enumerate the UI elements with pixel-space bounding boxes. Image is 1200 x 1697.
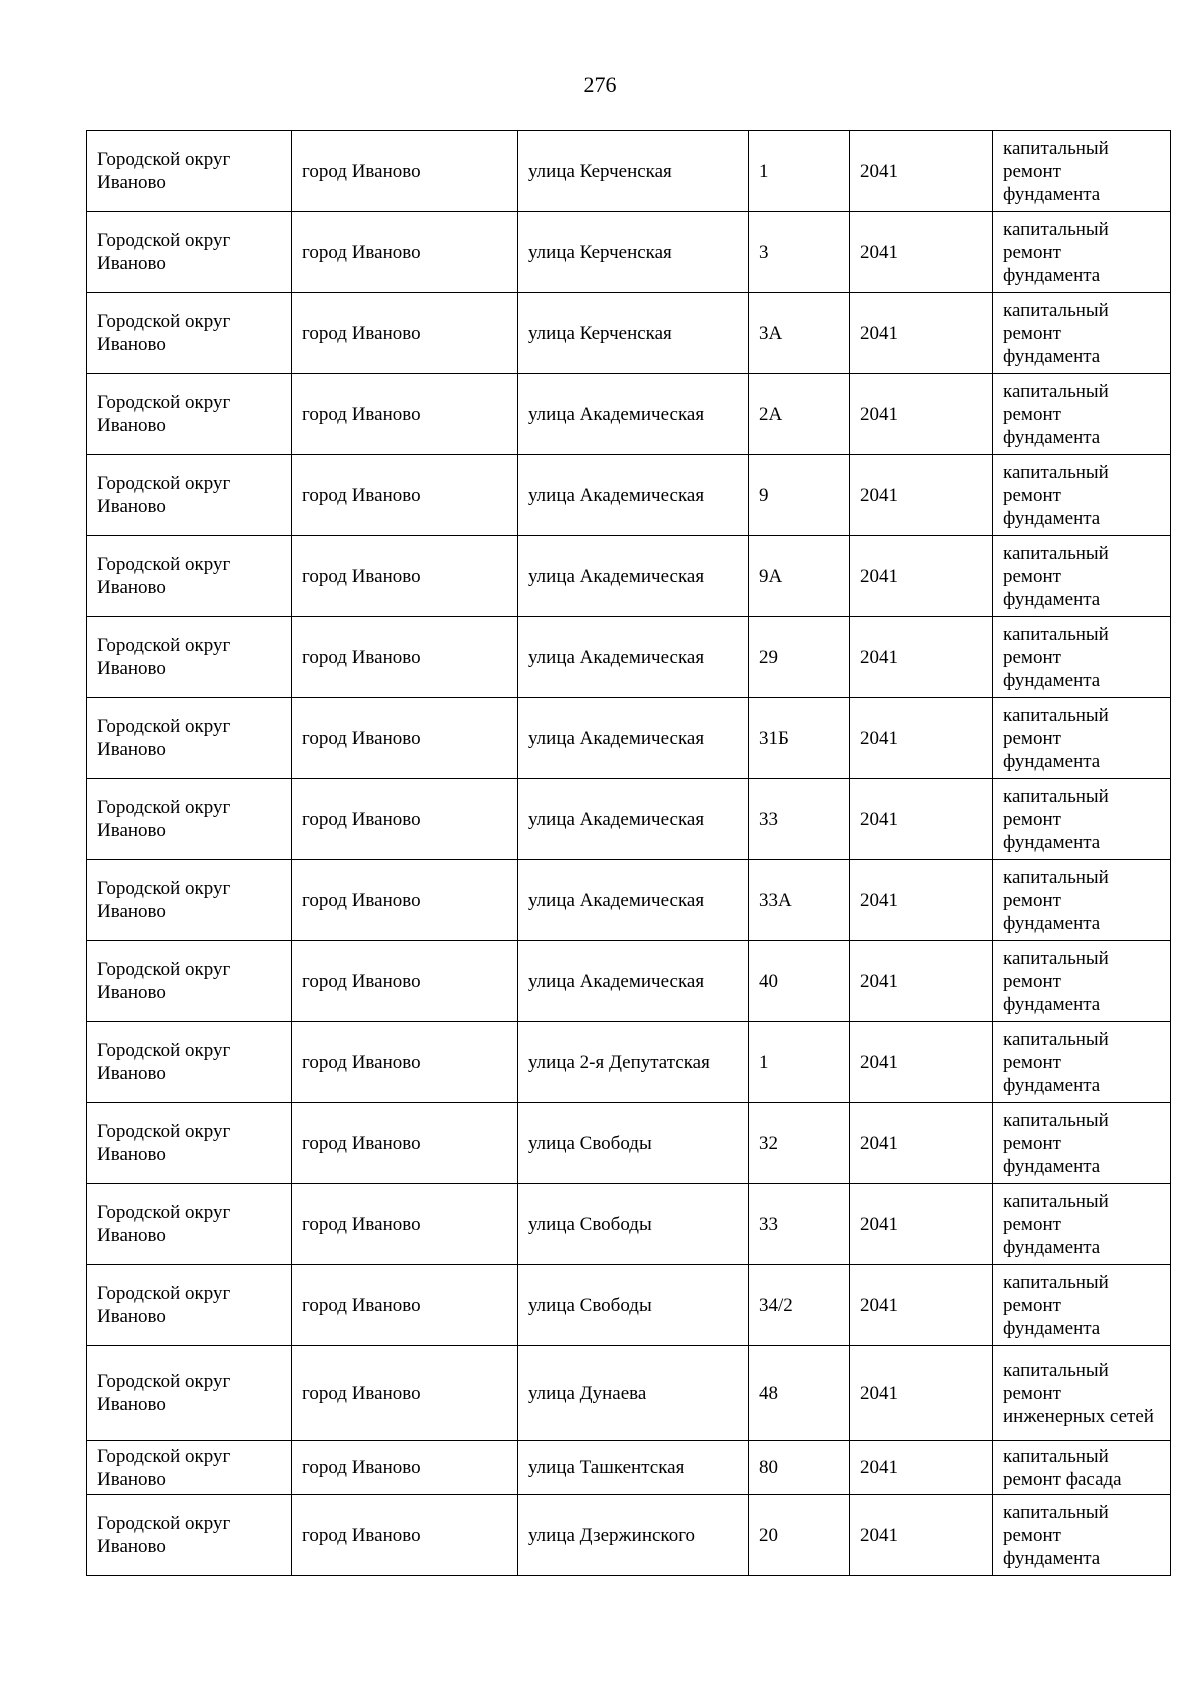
house-number-cell: 29	[749, 617, 850, 698]
table-row	[87, 293, 1171, 374]
year-cell: 2041	[850, 1184, 993, 1265]
city-cell: город Иваново	[292, 1022, 518, 1103]
house-number-cell: 32	[749, 1103, 850, 1184]
house-number-cell: 40	[749, 941, 850, 1022]
house-number-cell: 9А	[749, 536, 850, 617]
street-cell: улица Керченская	[518, 131, 749, 212]
district-cell: Городской округ Иваново	[87, 131, 292, 212]
street-cell: улица Академическая	[518, 536, 749, 617]
street-cell: улица Дунаева	[518, 1346, 749, 1441]
work-type-cell: капитальный ремонт фундамента	[993, 536, 1171, 617]
table-row	[87, 1495, 1171, 1576]
table-row	[87, 1265, 1171, 1346]
table-row	[87, 455, 1171, 536]
registry-table-body	[87, 131, 1171, 1576]
table-row	[87, 779, 1171, 860]
city-cell: город Иваново	[292, 293, 518, 374]
work-type-cell: капитальный ремонт фундамента	[993, 941, 1171, 1022]
house-number-cell: 33	[749, 779, 850, 860]
year-cell: 2041	[850, 1441, 993, 1495]
district-cell: Городской округ Иваново	[87, 374, 292, 455]
year-cell: 2041	[850, 1265, 993, 1346]
work-type-cell: капитальный ремонт инженерных сетей	[993, 1346, 1171, 1441]
house-number-cell: 34/2	[749, 1265, 850, 1346]
table-row	[87, 860, 1171, 941]
table-row	[87, 1441, 1171, 1495]
year-cell: 2041	[850, 1346, 993, 1441]
work-type-cell: капитальный ремонт фундамента	[993, 455, 1171, 536]
year-cell: 2041	[850, 374, 993, 455]
house-number-cell: 20	[749, 1495, 850, 1576]
city-cell: город Иваново	[292, 698, 518, 779]
city-cell: город Иваново	[292, 1346, 518, 1441]
street-cell: улица Дзержинского	[518, 1495, 749, 1576]
district-cell: Городской округ Иваново	[87, 293, 292, 374]
district-cell: Городской округ Иваново	[87, 1495, 292, 1576]
street-cell: улица Керченская	[518, 293, 749, 374]
table-row	[87, 617, 1171, 698]
year-cell: 2041	[850, 1103, 993, 1184]
district-cell: Городской округ Иваново	[87, 617, 292, 698]
district-cell: Городской округ Иваново	[87, 1103, 292, 1184]
work-type-cell: капитальный ремонт фундамента	[993, 617, 1171, 698]
district-cell: Городской округ Иваново	[87, 860, 292, 941]
registry-table	[86, 130, 1171, 1576]
work-type-cell: капитальный ремонт фундамента	[993, 131, 1171, 212]
year-cell: 2041	[850, 779, 993, 860]
street-cell: улица Ташкентская	[518, 1441, 749, 1495]
street-cell: улица Свободы	[518, 1103, 749, 1184]
house-number-cell: 48	[749, 1346, 850, 1441]
city-cell: город Иваново	[292, 455, 518, 536]
year-cell: 2041	[850, 617, 993, 698]
house-number-cell: 2А	[749, 374, 850, 455]
city-cell: город Иваново	[292, 131, 518, 212]
work-type-cell: капитальный ремонт фундамента	[993, 779, 1171, 860]
year-cell: 2041	[850, 536, 993, 617]
street-cell: улица Свободы	[518, 1265, 749, 1346]
district-cell: Городской округ Иваново	[87, 941, 292, 1022]
work-type-cell: капитальный ремонт фасада	[993, 1441, 1171, 1495]
street-cell: улица Академическая	[518, 941, 749, 1022]
year-cell: 2041	[850, 941, 993, 1022]
table-row	[87, 1103, 1171, 1184]
table-row	[87, 1184, 1171, 1265]
street-cell: улица Академическая	[518, 779, 749, 860]
district-cell: Городской округ Иваново	[87, 779, 292, 860]
street-cell: улица Керченская	[518, 212, 749, 293]
year-cell: 2041	[850, 860, 993, 941]
city-cell: город Иваново	[292, 1184, 518, 1265]
city-cell: город Иваново	[292, 1441, 518, 1495]
city-cell: город Иваново	[292, 374, 518, 455]
year-cell: 2041	[850, 212, 993, 293]
year-cell: 2041	[850, 1495, 993, 1576]
table-row	[87, 212, 1171, 293]
street-cell: улица Академическая	[518, 698, 749, 779]
city-cell: город Иваново	[292, 1265, 518, 1346]
city-cell: город Иваново	[292, 617, 518, 698]
street-cell: улица Академическая	[518, 374, 749, 455]
work-type-cell: капитальный ремонт фундамента	[993, 212, 1171, 293]
house-number-cell: 33А	[749, 860, 850, 941]
work-type-cell: капитальный ремонт фундамента	[993, 293, 1171, 374]
table-row	[87, 1022, 1171, 1103]
year-cell: 2041	[850, 1022, 993, 1103]
work-type-cell: капитальный ремонт фундамента	[993, 1265, 1171, 1346]
house-number-cell: 80	[749, 1441, 850, 1495]
city-cell: город Иваново	[292, 536, 518, 617]
work-type-cell: капитальный ремонт фундамента	[993, 698, 1171, 779]
city-cell: город Иваново	[292, 941, 518, 1022]
house-number-cell: 33	[749, 1184, 850, 1265]
street-cell: улица Свободы	[518, 1184, 749, 1265]
table-row	[87, 941, 1171, 1022]
city-cell: город Иваново	[292, 212, 518, 293]
year-cell: 2041	[850, 455, 993, 536]
work-type-cell: капитальный ремонт фундамента	[993, 1103, 1171, 1184]
district-cell: Городской округ Иваново	[87, 212, 292, 293]
district-cell: Городской округ Иваново	[87, 536, 292, 617]
work-type-cell: капитальный ремонт фундамента	[993, 1184, 1171, 1265]
street-cell: улица Академическая	[518, 617, 749, 698]
work-type-cell: капитальный ремонт фундамента	[993, 860, 1171, 941]
house-number-cell: 3	[749, 212, 850, 293]
work-type-cell: капитальный ремонт фундамента	[993, 374, 1171, 455]
district-cell: Городской округ Иваново	[87, 1184, 292, 1265]
district-cell: Городской округ Иваново	[87, 455, 292, 536]
city-cell: город Иваново	[292, 1103, 518, 1184]
table-row	[87, 131, 1171, 212]
table-row	[87, 536, 1171, 617]
district-cell: Городской округ Иваново	[87, 1441, 292, 1495]
year-cell: 2041	[850, 131, 993, 212]
year-cell: 2041	[850, 293, 993, 374]
table-row	[87, 374, 1171, 455]
page-number: 276	[583, 72, 617, 97]
house-number-cell: 3А	[749, 293, 850, 374]
street-cell: улица Академическая	[518, 860, 749, 941]
year-cell: 2041	[850, 698, 993, 779]
house-number-cell: 1	[749, 1022, 850, 1103]
city-cell: город Иваново	[292, 1495, 518, 1576]
city-cell: город Иваново	[292, 860, 518, 941]
district-cell: Городской округ Иваново	[87, 698, 292, 779]
district-cell: Городской округ Иваново	[87, 1346, 292, 1441]
city-cell: город Иваново	[292, 779, 518, 860]
house-number-cell: 31Б	[749, 698, 850, 779]
street-cell: улица 2-я Депутатская	[518, 1022, 749, 1103]
district-cell: Городской округ Иваново	[87, 1265, 292, 1346]
table-row	[87, 698, 1171, 779]
district-cell: Городской округ Иваново	[87, 1022, 292, 1103]
work-type-cell: капитальный ремонт фундамента	[993, 1495, 1171, 1576]
work-type-cell: капитальный ремонт фундамента	[993, 1022, 1171, 1103]
house-number-cell: 1	[749, 131, 850, 212]
table-row	[87, 1346, 1171, 1441]
street-cell: улица Академическая	[518, 455, 749, 536]
house-number-cell: 9	[749, 455, 850, 536]
